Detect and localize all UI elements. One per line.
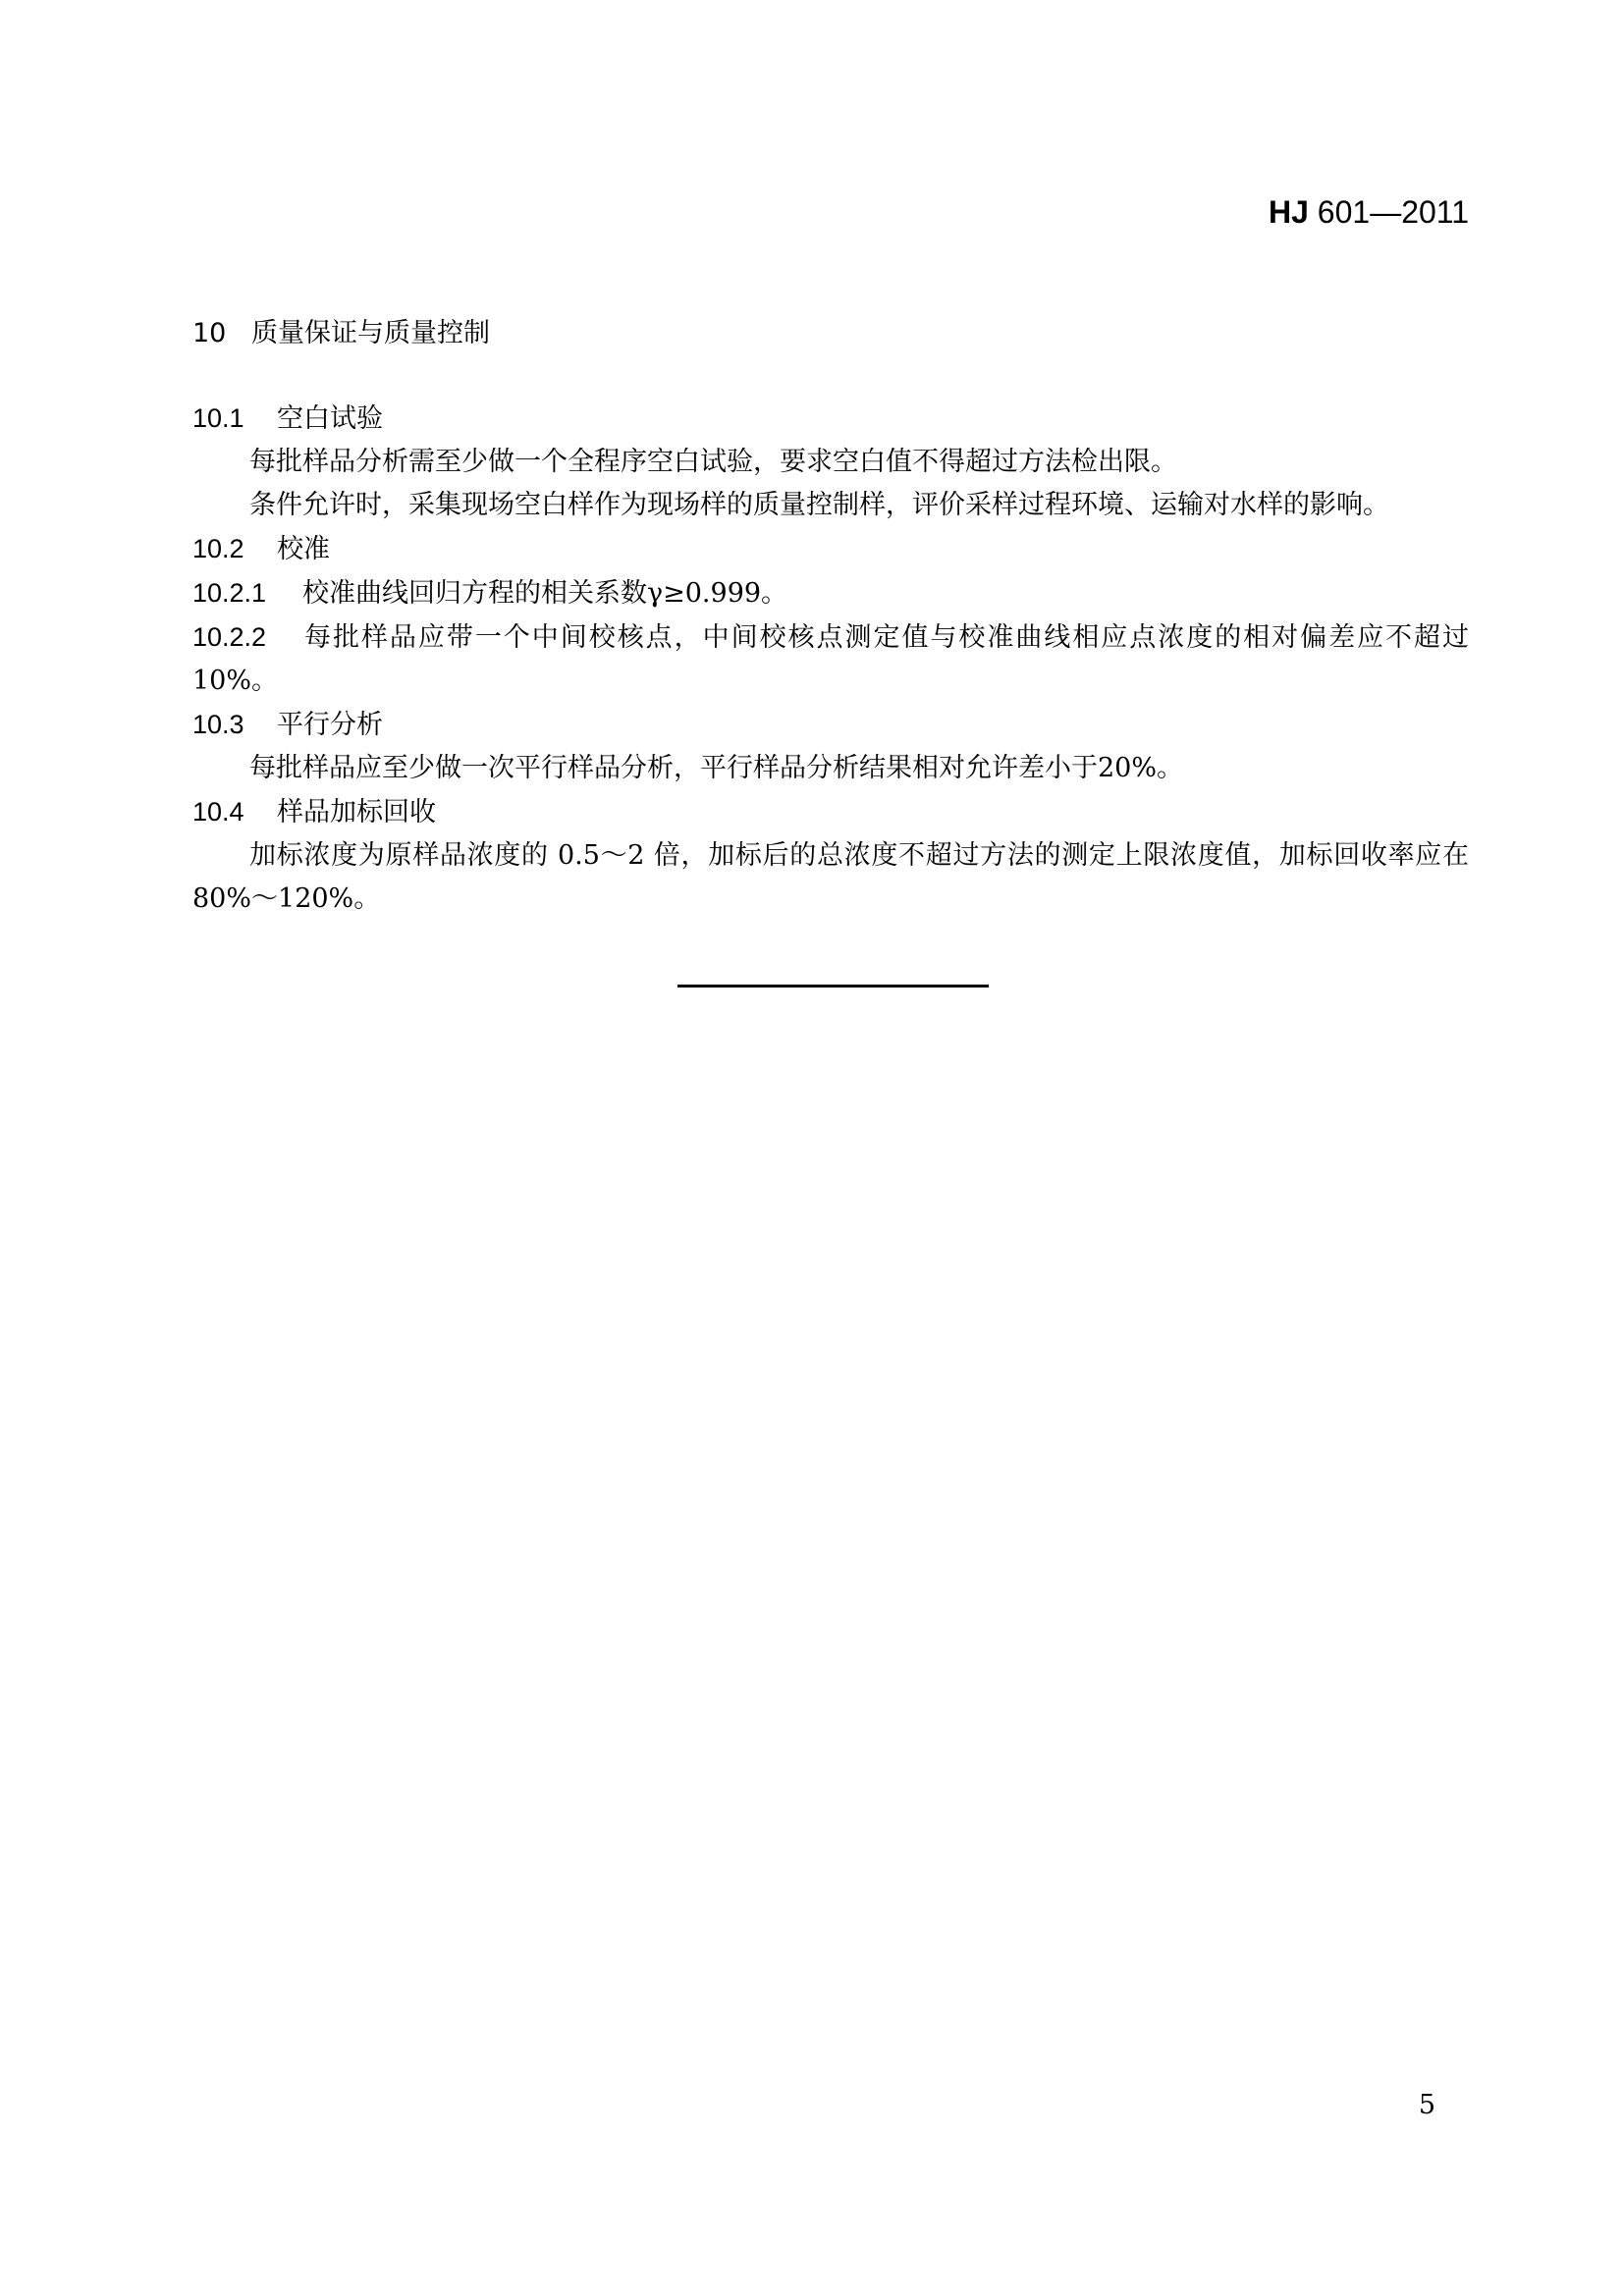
section-number: 10 — [192, 318, 227, 348]
subsection-number: 10.2 — [192, 534, 244, 563]
section-heading — [192, 312, 1469, 355]
clause-number: 10.2.2 — [192, 622, 267, 652]
subsection-number: 10.3 — [192, 710, 244, 739]
subsection-number: 10.4 — [192, 797, 244, 827]
subsection-10-2-heading — [192, 527, 1469, 571]
clause-number: 10.2.1 — [192, 578, 267, 608]
subsection-10-1-heading — [192, 397, 1469, 441]
standard-code — [1269, 192, 1469, 232]
subsection-title: 校准 — [277, 534, 330, 564]
subsection-10-3-heading — [192, 703, 1469, 747]
end-divider — [677, 985, 989, 988]
subsection-title: 平行分析 — [277, 710, 383, 740]
paragraph-blank-test-1: 每批样品分析需至少做一个全程序空白试验，要求空白值不得超过方法检出限。 — [249, 447, 1177, 477]
paragraph-parallel-analysis: 每批样品应至少做一次平行样品分析，平行样品分析结果相对允许差小于20%。 — [249, 753, 1184, 783]
clause-text: 校准曲线回归方程的相关系数γ≥0.999。 — [302, 578, 788, 609]
subsection-number: 10.1 — [192, 403, 244, 433]
subsection-title: 空白试验 — [277, 403, 383, 434]
clause-10-2-1 — [192, 571, 1469, 615]
subsection-10-4-heading — [192, 790, 1469, 834]
section-title: 质量保证与质量控制 — [251, 318, 490, 348]
page-number: 5 — [1418, 2090, 1435, 2120]
paragraph-blank-test-2: 条件允许时，采集现场空白样作为现场样的质量控制样，评价采样过程环境、运输对水样的影响。 — [249, 490, 1389, 520]
standard-code-prefix: HJ — [1269, 194, 1309, 230]
paragraph-spike-recovery: 加标浓度为原样品浓度的 0.5～2 倍，加标后的总浓度不超过方法的测定上限浓度值，加标回收率应在 80%～120%。 — [192, 840, 1469, 914]
document-body — [192, 312, 1469, 921]
subsection-title: 样品加标回收 — [277, 797, 436, 828]
clause-text: 每批样品应带一个中间校核点，中间校核点测定值与校准曲线相应点浓度的相对偏差应不超过10%。 — [192, 622, 1469, 696]
clause-10-2-2 — [192, 615, 1469, 703]
standard-code-number: 601—2011 — [1317, 194, 1469, 230]
